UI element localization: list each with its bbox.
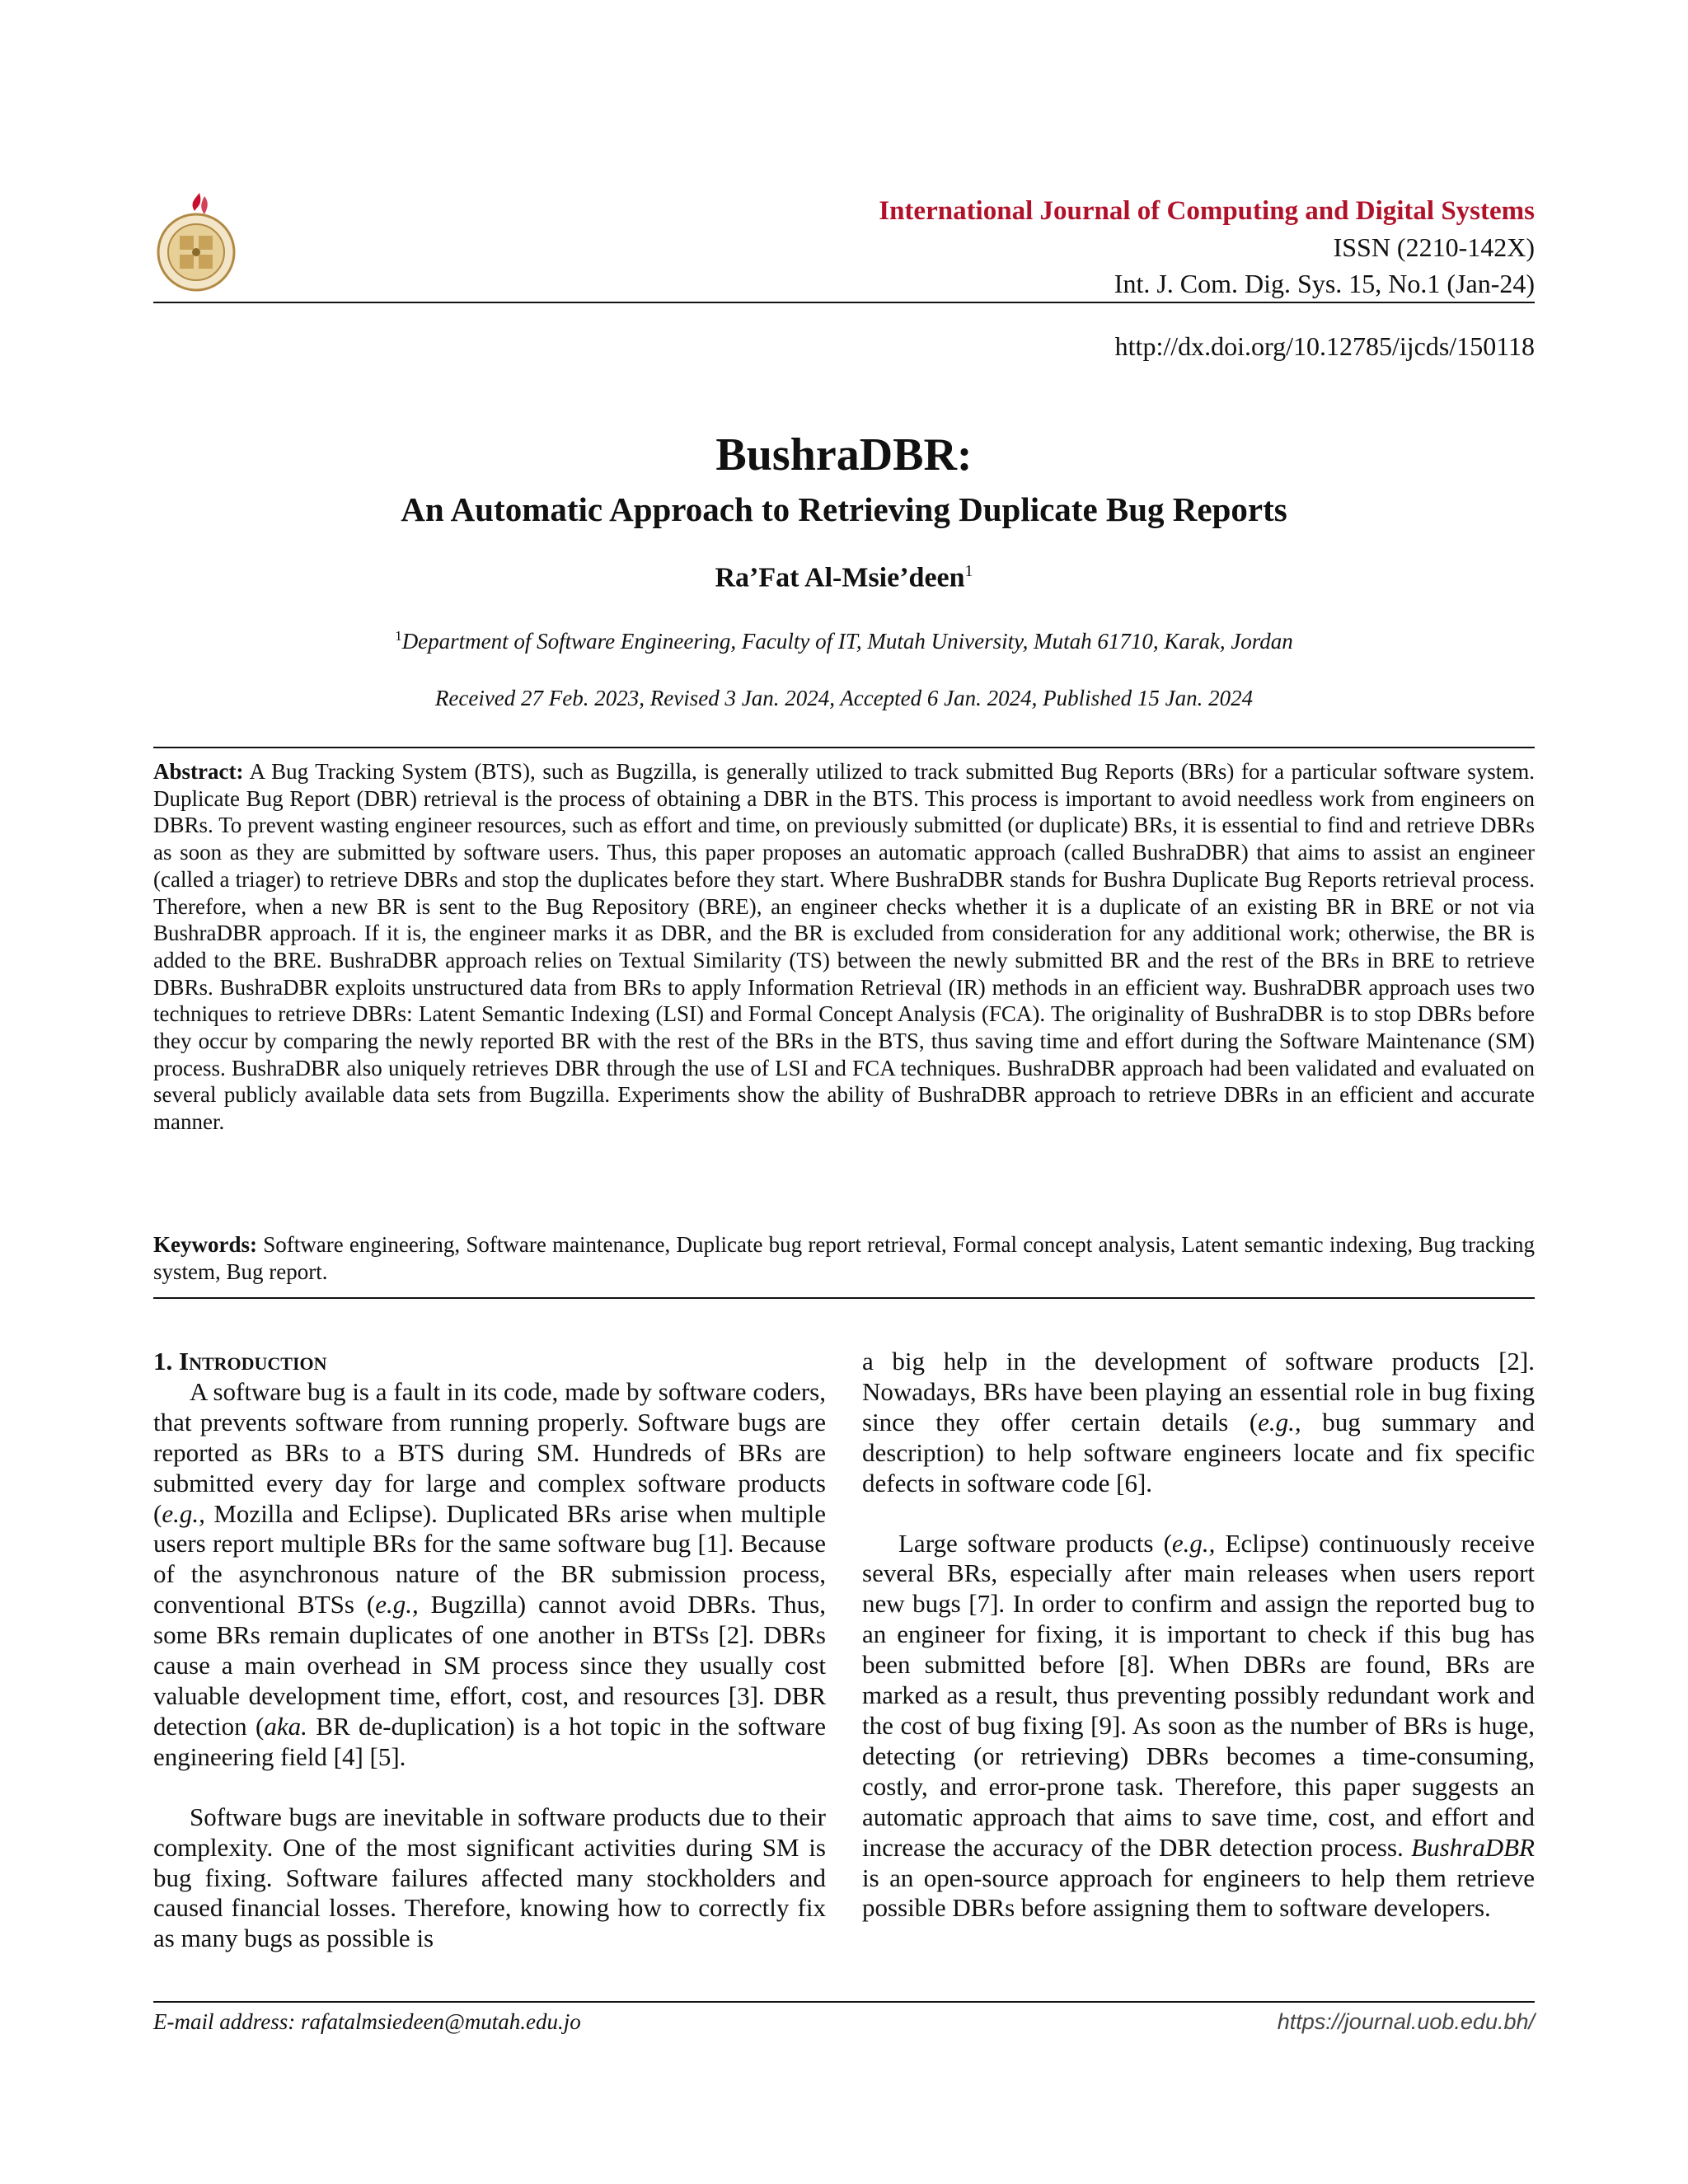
intro-paragraph-2: Software bugs are inevitable in software products due to their complexity. One of the most significant activities during SM is bug fixing. Software failures affected many stockholders and caused financial losses. Therefore, knowing how to correctly fix as many bugs as possible is: [153, 1802, 826, 1953]
right-column: [862, 1347, 1535, 1924]
text-run: Large software products (: [898, 1528, 1172, 1558]
left-column: [153, 1347, 826, 1954]
author-sup: 1: [964, 562, 973, 580]
paper-subtitle: An Automatic Approach to Retrieving Duplicate Bug Reports: [401, 490, 1287, 528]
affiliation: [153, 628, 1535, 654]
issn: ISSN (2210-142X): [1333, 232, 1535, 262]
italic-run: BushraDBR: [1411, 1832, 1535, 1862]
text-run: is an open-source approach for engineers to help them retrieve possible DBRs before assigning them to software developers.: [862, 1863, 1535, 1923]
text-run: Mozilla and Eclipse). Duplicated BRs arise when multiple users report multiple BRs for the same software bug [1]. Because of the asynchronous nature of the BR submission process, conventional BTSs (: [153, 1498, 826, 1619]
author-email[interactable]: E-mail address: rafatalmsiedeen@mutah.edu.jo: [153, 2009, 581, 2034]
affiliation-sup: 1: [395, 628, 402, 644]
text-run: Eclipse) continuously receive several BRs, especially after main releases when users report new bugs [7]. In order to confirm and assign the reported bug to an engineer for fixing, it is important to check if this bug has been submitted before [8]. When DBRs are found, BRs are marked as a result, thus preventing possibly redundant work and the cost of bug fixing [9]. As soon as the number of BRs is huge, detecting (or retrieving) DBRs becomes a time-consuming, costly, and error-prone task. Therefore, this paper suggests an automatic approach that aims to save time, cost, and effort and increase the accuracy of the DBR detection process.: [862, 1528, 1535, 1862]
author: [153, 562, 1535, 593]
university-seal-icon: [153, 190, 241, 293]
keywords-bottom-rule: [153, 1297, 1535, 1299]
paper-title: BushraDBR:: [715, 429, 973, 480]
author-name: Ra’Fat Al-Msie’deen: [715, 562, 965, 593]
text-run: A software bug is a fault in its code, made by software coders, that prevents software from running properly. Software bugs are reported as BRs to a BTS during SM. Hundreds of BRs are submitted every day for large and complex software products (: [153, 1376, 826, 1528]
text-run: a big help in the development of software products [2]. Nowadays, BRs have been playing an essential role in bug fixing since they offer certain details (: [862, 1347, 1535, 1436]
text-run: BR de-duplication) is a hot topic in the software engineering field [4] [5].: [153, 1711, 826, 1771]
abstract-text: A Bug Tracking System (BTS), such as Bugzilla, is generally utilized to track submitted Bug Reports (BRs) for a particular software system. Duplicate Bug Report (DBR) retrieval is the process of obtaining a DBR in the BTS. This process is important to avoid needless work from engineers on DBRs. To prevent wasting engineer resources, such as effort and time, on previously submitted (or duplicate) BRs, it is essential to find and retrieve DBRs as soon as they are submitted by software users. Thus, this paper proposes an automatic approach (called BushraDBR) that aims to assist an engineer (called a triager) to retrieve DBRs and stop the duplicates before they start. Where BushraDBR stands for Bushra Duplicate Bug Reports retrieval process. Therefore, when a new BR is sent to the Bug Repository (BRE), an engineer checks whether it is a duplicate of an existing BR in BRE or not via BushraDBR approach. If it is, the engineer marks it as DBR, and the BR is excluded from consideration for any additional work; otherwise, the BR is added to the BRE. BushraDBR approach relies on Textual Similarity (TS) between the newly submitted BR and the rest of the BRs in BRE to retrieve DBRs. BushraDBR exploits unstructured data from BRs to apply Information Retrieval (IR) methods in an efficient way. BushraDBR approach uses two techniques to retrieve DBRs: Latent Semantic Indexing (LSI) and Formal Concept Analysis (FCA). The originality of BushraDBR is to stop DBRs before they occur by comparing the newly reported BR with the rest of the BRs in the BTS, thus saving time and effort during the Software Maintenance (SM) process. BushraDBR also uniquely retrieves DBR through the use of LSI and FCA techniques. BushraDBR approach had been validated and evaluated on several publicly available data sets from Bugzilla. Experiments show the ability of BushraDBR approach to retrieve DBRs in an efficient and accurate manner.: [153, 759, 1535, 1135]
italic-run: e.g.,: [162, 1498, 205, 1528]
abstract-top-rule: [153, 747, 1535, 748]
intro-paragraph-2-continued: [862, 1347, 1535, 1499]
italic-run: aka.: [264, 1711, 307, 1741]
journal-website-link[interactable]: https://journal.uob.edu.bh/: [1277, 2009, 1535, 2034]
abstract-label: Abstract:: [153, 759, 244, 784]
keywords: [153, 1231, 1535, 1285]
italic-run: e.g.,: [1258, 1407, 1301, 1436]
text-run: bug summary and description) to help software engineers locate and fix specific defects in software code [6].: [862, 1407, 1535, 1497]
journal-name: International Journal of Computing and Digital Systems: [879, 196, 1535, 226]
affiliation-text: Department of Software Engineering, Faculty of IT, Mutah University, Mutah 61710, Karak, Jordan: [401, 629, 1293, 654]
journal-citation: Int. J. Com. Dig. Sys. 15, No.1 (Jan-24): [1114, 269, 1535, 298]
keywords-text: Software engineering, Software maintenance, Duplicate bug report retrieval, Formal concept analysis, Latent semantic indexing, Bug tracking system, Bug report.: [153, 1232, 1536, 1284]
publication-dates: Received 27 Feb. 2023, Revised 3 Jan. 2024, Accepted 6 Jan. 2024, Published 15 Jan. 2024: [434, 686, 1254, 710]
italic-run: e.g.,: [375, 1590, 419, 1619]
section-heading: [153, 1347, 826, 1377]
italic-run: e.g.,: [1171, 1528, 1216, 1558]
section-title: Introduction: [179, 1347, 327, 1376]
university-logo: [153, 190, 241, 293]
section-number: 1.: [153, 1347, 173, 1376]
text-run: Bugzilla) cannot avoid DBRs. Thus, some BRs remain duplicates of one another in BTSs [2]. DBRs cause a main overhead in SM process since they usually cost valuable development time, effort, cost, and resources [3]. DBR detection (: [153, 1590, 826, 1741]
header-rule: [153, 302, 1535, 303]
intro-paragraph-1: [153, 1377, 826, 1773]
abstract: [153, 758, 1535, 1136]
keywords-label: Keywords:: [153, 1232, 257, 1257]
footer-rule: [153, 2001, 1535, 2003]
intro-paragraph-3: [862, 1529, 1535, 1924]
doi-link[interactable]: http://dx.doi.org/10.12785/ijcds/150118: [1114, 331, 1535, 361]
